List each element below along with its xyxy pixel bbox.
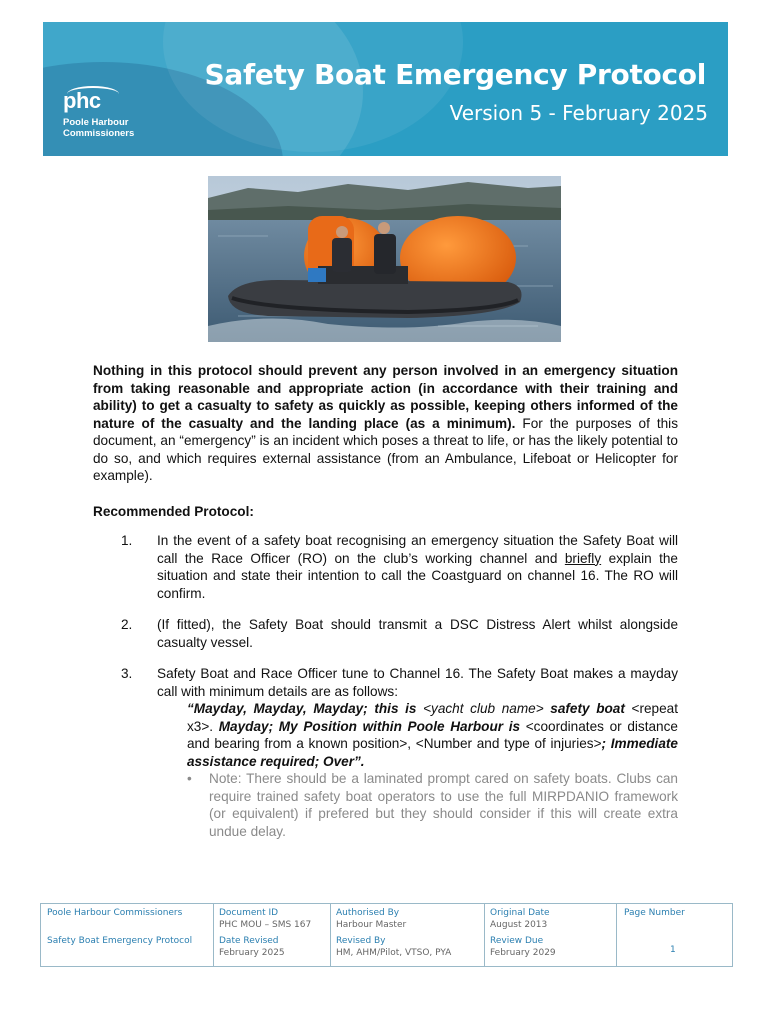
document-body	[93, 362, 678, 840]
safety-boat-photo	[208, 176, 561, 342]
document-title: Safety Boat Emergency Protocol	[204, 58, 706, 91]
protocol-step-3	[93, 665, 678, 840]
logo-name-line2: Commissioners	[63, 128, 135, 139]
intro-paragraph	[93, 362, 678, 485]
protocol-step-2	[93, 616, 678, 651]
original-date-value: August 2013	[490, 920, 548, 930]
protocol-step-1	[93, 532, 678, 602]
mayday-text: “Mayday, Mayday, Mayday; this is	[187, 701, 424, 716]
logo-mark: phc	[63, 88, 101, 113]
step-number: 1.	[121, 533, 133, 548]
phc-logo	[63, 82, 173, 152]
date-revised-value: February 2025	[219, 948, 285, 958]
step-text: In the event of a safety boat recognising an emergency situation the Safety Boat will call the Race Officer (RO) on the club’s working channel and	[157, 533, 678, 566]
safety-boat-illustration	[208, 176, 561, 342]
revised-by-value: HM, AHM/Pilot, VTSO, PYA	[336, 948, 452, 958]
footer-doc-title: Safety Boat Emergency Protocol	[47, 936, 193, 946]
page-number-value: 1	[670, 945, 676, 955]
review-due-value: February 2029	[490, 948, 556, 958]
step-text: (If fitted), the Safety Boat should transmit a DSC Distress Alert whilst alongside casualty vessel.	[157, 617, 678, 650]
date-revised-label: Date Revised	[219, 936, 279, 946]
footer-divider	[616, 904, 617, 966]
step-text: explain the situation and state their intention to call the Coastguard on channel 16. The RO will confirm.	[157, 550, 678, 601]
document-control-footer	[40, 903, 733, 967]
intro-bold-text: Nothing in this protocol should prevent any person involved in an emergency situation from taking reasonable and appropriate action (in accordance with their training and ability) to get a casualty to safety as quickly as possible, keeping others informed of the nature of the casualty and the landing place (as a minimum).	[93, 363, 678, 431]
mayday-text: ; Immediate assistance required; Over”.	[187, 736, 678, 769]
footer-divider	[484, 904, 485, 966]
prompt-note	[157, 770, 678, 840]
doc-id-label: Document ID	[219, 908, 279, 918]
bullet-icon: •	[187, 771, 192, 786]
step-number: 3.	[121, 666, 133, 681]
mayday-text: safety boat	[543, 701, 625, 716]
mayday-placeholder: <repeat x3>.	[187, 701, 678, 734]
page-number-label: Page Number	[624, 908, 685, 918]
review-due-label: Review Due	[490, 936, 544, 946]
note-text: Note: There should be a laminated prompt cared on safety boats. Clubs can require trained safety boat operators to use the full MIRPDANIO framework (or equivalent) if prefered but they should consider if this will create extra undue delay.	[209, 771, 678, 839]
authorised-value: Harbour Master	[336, 920, 407, 930]
mayday-placeholder: <yacht club name>	[423, 701, 544, 716]
step-text: Safety Boat and Race Officer tune to Channel 16. The Safety Boat makes a mayday call with minimum details are as follows:	[157, 666, 678, 699]
revised-by-label: Revised By	[336, 936, 386, 946]
document-version: Version 5 - February 2025	[449, 101, 708, 125]
footer-divider	[330, 904, 331, 966]
mayday-call-script	[157, 700, 678, 770]
original-date-label: Original Date	[490, 908, 550, 918]
footer-org: Poole Harbour Commissioners	[47, 908, 183, 918]
logo-name-line1: Poole Harbour	[63, 117, 129, 128]
mayday-text: Mayday; My Position within Poole Harbour is	[218, 718, 521, 734]
mayday-placeholder: <coordinates or distance and bearing from a known position>, <Number and type of injuries>	[187, 718, 678, 751]
step-text-underlined: briefly	[564, 550, 602, 566]
doc-id-value: PHC MOU – SMS 167	[219, 920, 312, 930]
footer-divider	[213, 904, 214, 966]
recommended-protocol-heading: Recommended Protocol:	[93, 503, 254, 519]
intro-normal-text: For the purposes of this document, an “emergency” is an incident which poses a threat to life, or has the likely potential to do so, and which requires external assistance (from an Ambulance, Lifeboat or Helicopter for example).	[93, 415, 678, 483]
header-banner	[43, 22, 728, 156]
authorised-label: Authorised By	[336, 908, 400, 918]
logo-name	[63, 117, 134, 139]
step-number: 2.	[121, 617, 133, 632]
